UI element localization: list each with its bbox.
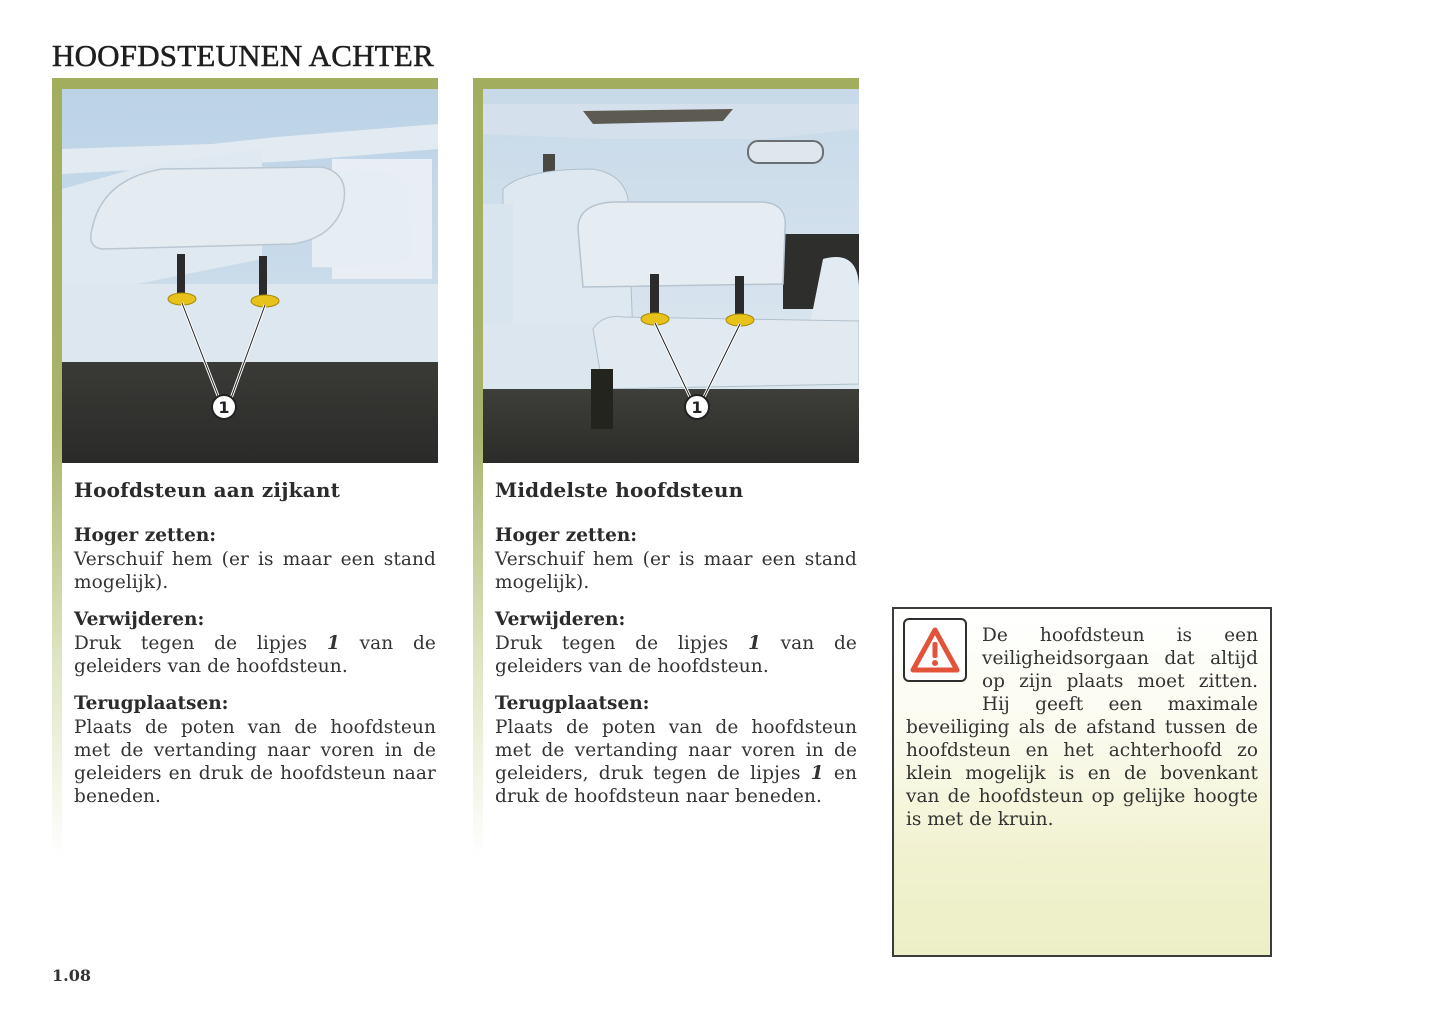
reference-number: 1 <box>326 633 340 654</box>
warning-box <box>892 607 1272 957</box>
reference-number: 1 <box>810 763 824 784</box>
accent-bar-left <box>473 78 483 858</box>
refit-text: Plaats de poten van de hoofdsteun met de vertanding naar voren in de geleiders, druk tegen de lipjes 1 en druk de hoofdsteun naar beneden. <box>495 717 857 807</box>
page-title: HOOFDSTEUNEN ACHTER <box>52 38 434 73</box>
middle-headrest-text <box>495 478 857 822</box>
section-title: Middelste hoofdsteun <box>495 478 744 502</box>
remove-text: Druk tegen de lipjes 1 van de geleiders van de hoofdsteun. <box>74 633 436 677</box>
accent-bar-top <box>473 78 859 89</box>
raise-heading: Hoger zetten: <box>74 525 217 546</box>
middle-headrest-photo <box>483 89 859 463</box>
accent-bar-left <box>52 78 62 858</box>
refit-heading: Terugplaatsen: <box>495 693 650 714</box>
refit-heading: Terugplaatsen: <box>74 693 229 714</box>
accent-bar-top <box>52 78 438 89</box>
remove-text: Druk tegen de lipjes 1 van de geleiders van de hoofdsteun. <box>495 633 857 677</box>
raise-heading: Hoger zetten: <box>495 525 638 546</box>
page-number: 1.08 <box>52 966 91 985</box>
remove-heading: Verwijderen: <box>74 609 205 630</box>
raise-text: Verschuif hem (er is maar een stand mogelijk). <box>74 549 436 593</box>
side-headrest-text <box>74 478 436 822</box>
side-headrest-photo <box>62 89 438 463</box>
raise-text: Verschuif hem (er is maar een stand mogelijk). <box>495 549 857 593</box>
warning-text: De hoofdsteun is een veiligheidsorgaan dat altijd op zijn plaats moet zitten. Hij geeft een maximale beveiliging als de afstand tussen de hoofdsteun en het achterhoofd zo klein mogelijk is en de bovenkant van de hoofdsteun op gelijke hoogte is met de kruin. <box>906 625 1258 830</box>
callout-number: 1 <box>218 398 230 417</box>
section-title: Hoofdsteun aan zijkant <box>74 478 341 502</box>
remove-heading: Verwijderen: <box>495 609 626 630</box>
middle-headrest-column <box>473 78 859 858</box>
reference-number: 1 <box>747 633 761 654</box>
side-headrest-column <box>52 78 438 858</box>
refit-text: Plaats de poten van de hoofdsteun met de vertanding naar voren in de geleiders en druk de hoofdsteun naar beneden. <box>74 717 436 807</box>
callout-number: 1 <box>691 398 703 417</box>
